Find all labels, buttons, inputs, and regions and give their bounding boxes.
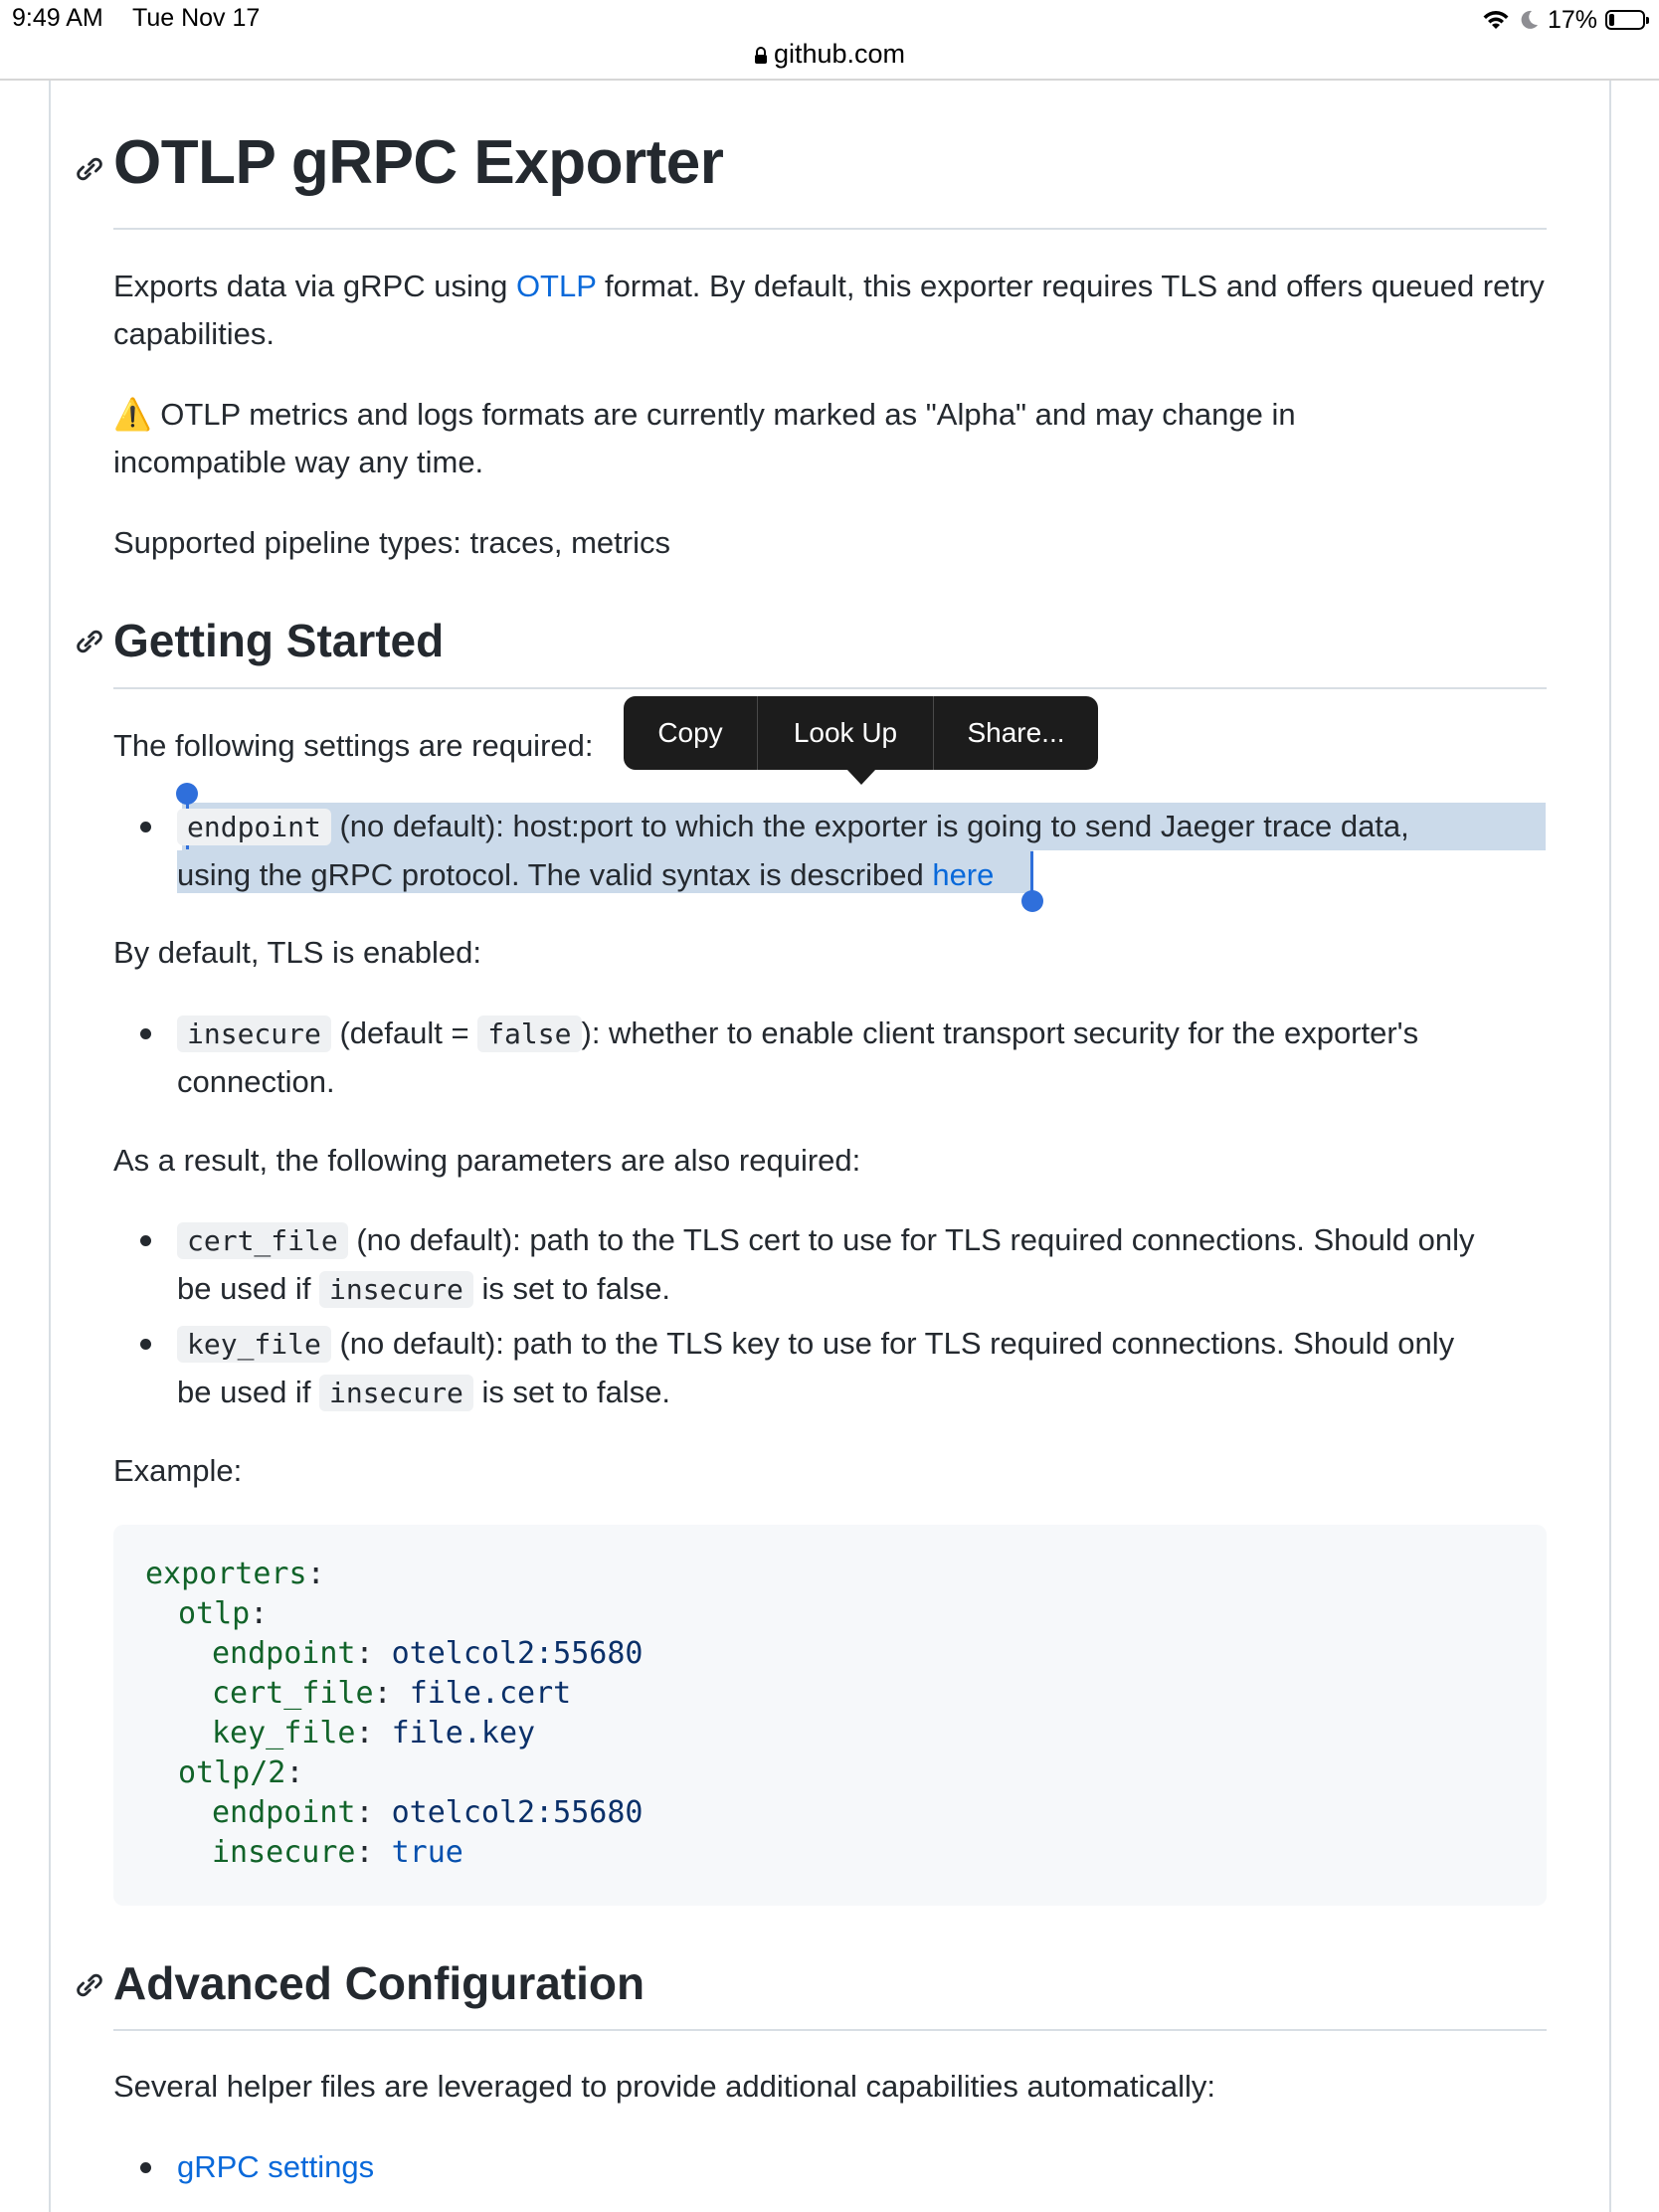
grpc-settings-item xyxy=(177,2143,1550,2191)
warning-line1: OTLP metrics and logs formats are currently marked as "Alpha" and may change in xyxy=(160,397,1296,432)
content-border-left xyxy=(49,81,51,2212)
intro-text-end: format. By default, this exporter requires TLS and offers queued retry capabilities. xyxy=(113,269,1545,351)
code-line: exporters: xyxy=(145,1557,325,1591)
otlp-link[interactable]: OTLP xyxy=(515,269,597,303)
key-file-item xyxy=(177,1320,1550,1417)
insecure-desc: ): whether to enable client transport security for the exporter's xyxy=(581,1015,1419,1050)
code-line: insecure: true xyxy=(212,1835,463,1870)
endpoint-desc: (no default): host:port to which the exporter is going to send Jaeger trace data, xyxy=(330,809,1409,843)
endpoint-item xyxy=(177,803,1550,899)
code-line: endpoint: otelcol2:55680 xyxy=(212,1636,644,1671)
result-intro: As a result, the following parameters are also required: xyxy=(113,1143,861,1178)
moon-icon xyxy=(1518,9,1540,31)
key-file-desc: (no default): path to the TLS key to use for TLS required connections. Should only xyxy=(330,1326,1455,1361)
key-file-code: key_file xyxy=(177,1326,331,1363)
here-link[interactable]: here xyxy=(932,857,995,892)
advanced-intro: Several helper files are leveraged to provide additional capabilities automatically: xyxy=(113,2069,1216,2104)
code-line: endpoint: otelcol2:55680 xyxy=(212,1795,644,1830)
bullet xyxy=(140,1235,151,1246)
selection-start-handle-dot[interactable] xyxy=(176,783,198,805)
content-border-right xyxy=(1609,81,1611,2212)
example-label: Example: xyxy=(113,1453,243,1488)
cert-file-item xyxy=(177,1216,1550,1314)
intro-paragraph xyxy=(113,263,1551,358)
endpoint-desc-2: using the gRPC protocol. The valid syntax is described xyxy=(177,857,933,892)
insecure-code: insecure xyxy=(319,1271,473,1308)
address-bar[interactable] xyxy=(0,32,1659,76)
insecure-code: insecure xyxy=(177,1015,331,1052)
pipelines-paragraph: Supported pipeline types: traces, metrics xyxy=(113,525,670,560)
warning-icon: ⚠️ xyxy=(113,397,152,432)
battery-percent: 17% xyxy=(1547,5,1597,34)
edit-menu xyxy=(624,696,1098,770)
insecure-code: insecure xyxy=(319,1375,473,1411)
battery-icon xyxy=(1605,10,1645,30)
code-line: cert_file: file.cert xyxy=(212,1676,572,1711)
insecure-item xyxy=(177,1010,1550,1106)
bullet xyxy=(140,1339,151,1350)
code-line: key_file: file.key xyxy=(212,1716,536,1751)
cert-file-desc-2: be used if xyxy=(177,1271,320,1306)
cert-file-desc: (no default): path to the TLS cert to use for TLS required connections. Should only xyxy=(347,1222,1475,1257)
status-date: Tue Nov 17 xyxy=(132,4,261,32)
intro-text: Exports data via gRPC using xyxy=(113,269,516,303)
code-line: otlp/2: xyxy=(178,1755,304,1790)
url-host: github.com xyxy=(773,39,906,69)
section-divider xyxy=(113,2029,1547,2031)
lock-icon xyxy=(754,47,768,65)
page-title: OTLP gRPC Exporter xyxy=(113,128,724,197)
bullet xyxy=(140,2162,151,2173)
link-icon[interactable] xyxy=(74,1969,105,2001)
title-divider xyxy=(113,228,1547,230)
insecure-mid: (default = xyxy=(330,1015,478,1050)
copy-button[interactable]: Copy xyxy=(624,696,758,770)
grpc-settings-link[interactable]: gRPC settings xyxy=(177,2149,375,2184)
required-intro: The following settings are required: xyxy=(113,728,594,763)
key-file-desc-2: be used if xyxy=(177,1375,320,1409)
toolbar-divider xyxy=(0,79,1659,81)
battery-fill xyxy=(1609,14,1614,26)
tls-intro: By default, TLS is enabled: xyxy=(113,935,481,970)
warning-paragraph xyxy=(113,391,1551,486)
false-code: false xyxy=(477,1015,581,1052)
warning-line2: incompatible way any time. xyxy=(113,445,484,479)
link-icon[interactable] xyxy=(74,626,105,657)
bullet xyxy=(140,1028,151,1039)
edit-menu-pointer xyxy=(846,769,876,785)
cert-file-desc-3: is set to false. xyxy=(472,1271,671,1306)
code-line: otlp: xyxy=(178,1596,269,1631)
endpoint-code: endpoint xyxy=(177,809,331,845)
cert-file-code: cert_file xyxy=(177,1222,348,1259)
look-up-button[interactable]: Look Up xyxy=(758,696,934,770)
status-time: 9:49 AM xyxy=(12,4,103,32)
getting-started-heading: Getting Started xyxy=(113,615,445,666)
share-button[interactable]: Share... xyxy=(967,717,1065,748)
insecure-desc-2: connection. xyxy=(177,1064,335,1099)
wifi-icon xyxy=(1482,9,1510,31)
key-file-desc-3: is set to false. xyxy=(472,1375,671,1409)
advanced-heading: Advanced Configuration xyxy=(113,1957,645,2009)
section-divider xyxy=(113,687,1547,689)
bullet xyxy=(140,822,151,832)
link-icon[interactable] xyxy=(74,153,105,185)
